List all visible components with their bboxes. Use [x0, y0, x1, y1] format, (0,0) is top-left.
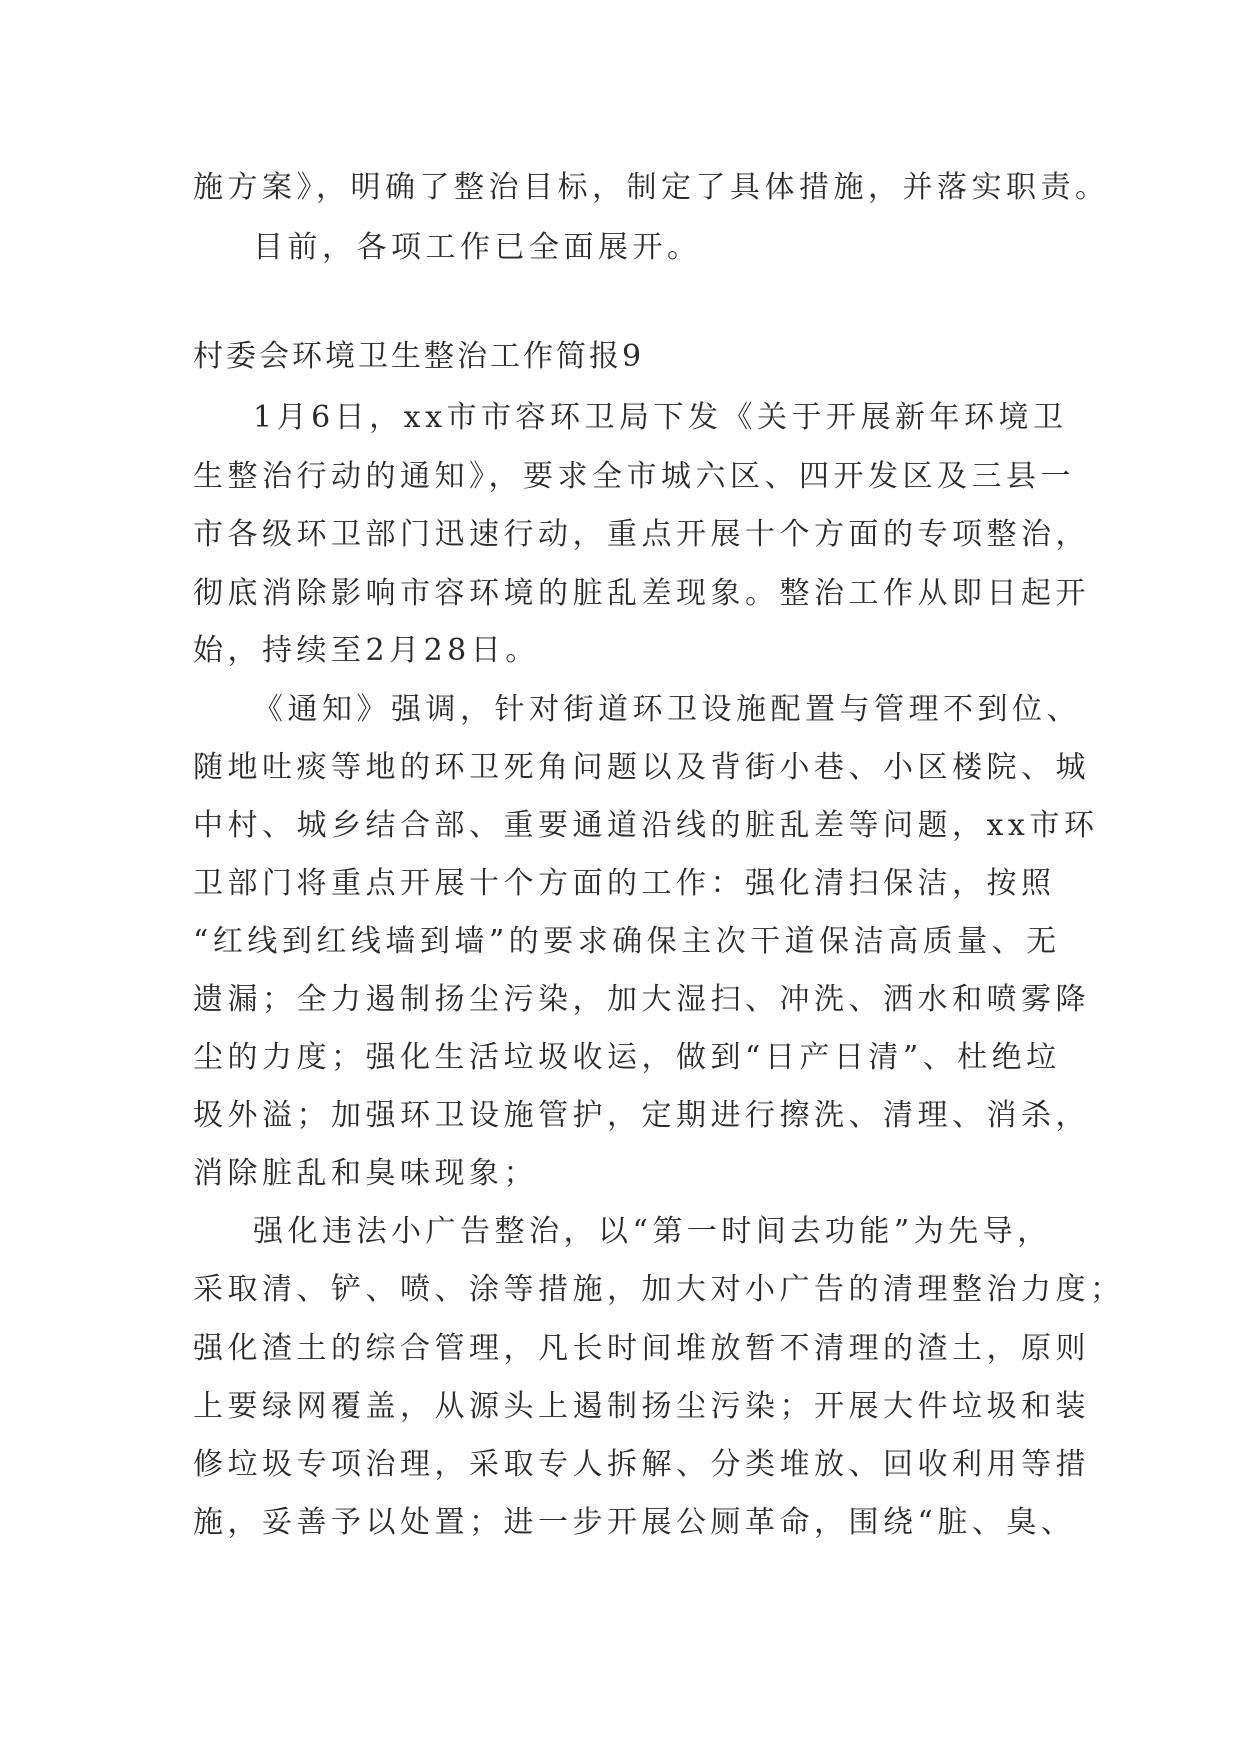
paragraph-line: 采取清、铲、喷、涂等措施，加大对小广告的清理整治力度； [193, 1272, 1125, 1307]
paragraph-line: 市各级环卫部门迅速行动，重点开展十个方面的专项整治， [193, 517, 1090, 552]
paragraph-line: 1月6日，xx市市容环卫局下发《关于开展新年环境卫 [253, 400, 1068, 435]
section-heading: 村委会环境卫生整治工作简报9 [193, 339, 645, 374]
paragraph-line: 中村、城乡结合部、重要通道沿线的脏乱差等问题，xx市环 [193, 808, 1099, 843]
paragraph-line: 尘的力度；强化生活垃圾收运，做到“日产日清”、杜绝垃 [193, 1040, 1061, 1075]
paragraph-line: 彻底消除影响市容环境的脏乱差现象。整治工作从即日起开 [193, 576, 1090, 611]
intro-line: 目前，各项工作已全面展开。 [253, 230, 702, 265]
paragraph-line: 强化渣土的综合管理，凡长时间堆放暂不清理的渣土，原则 [193, 1331, 1090, 1366]
paragraph-line: 卫部门将重点开展十个方面的工作：强化清扫保洁，按照 [193, 866, 1056, 901]
intro-line: 施方案》，明确了整治目标，制定了具体措施，并落实职责。 [193, 170, 1110, 205]
paragraph-line: 强化违法小广告整治，以“第一时间去功能”为先导， [253, 1214, 1052, 1249]
paragraph-line: 《通知》强调，针对街道环卫设施配置与管理不到位、 [253, 692, 1081, 727]
paragraph-line: 始，持续至2月28日。 [193, 633, 540, 668]
paragraph-line: 随地吐痰等地的环卫死角问题以及背街小巷、小区楼院、城 [193, 750, 1090, 785]
paragraph-line: 生整治行动的通知》，要求全市城六区、四开发区及三县一 [193, 459, 1075, 494]
paragraph-line: 圾外溢；加强环卫设施管护，定期进行擦洗、清理、消杀， [193, 1098, 1090, 1133]
paragraph-line: “红线到红线墙到墙”的要求确保主次干道保洁高质量、无 [193, 924, 1061, 959]
paragraph-line: 遗漏；全力遏制扬尘污染，加大湿扫、冲洗、洒水和喷雾降 [193, 982, 1090, 1017]
paragraph-line: 消除脏乱和臭味现象； [193, 1156, 538, 1191]
paragraph-line: 上要绿网覆盖，从源头上遏制扬尘污染；开展大件垃圾和装 [193, 1389, 1090, 1424]
paragraph-line: 施，妥善予以处置；进一步开展公厕革命，围绕“脏、臭、 [193, 1505, 1076, 1540]
paragraph-line: 修垃圾专项治理，采取专人拆解、分类堆放、回收利用等措 [193, 1447, 1090, 1482]
